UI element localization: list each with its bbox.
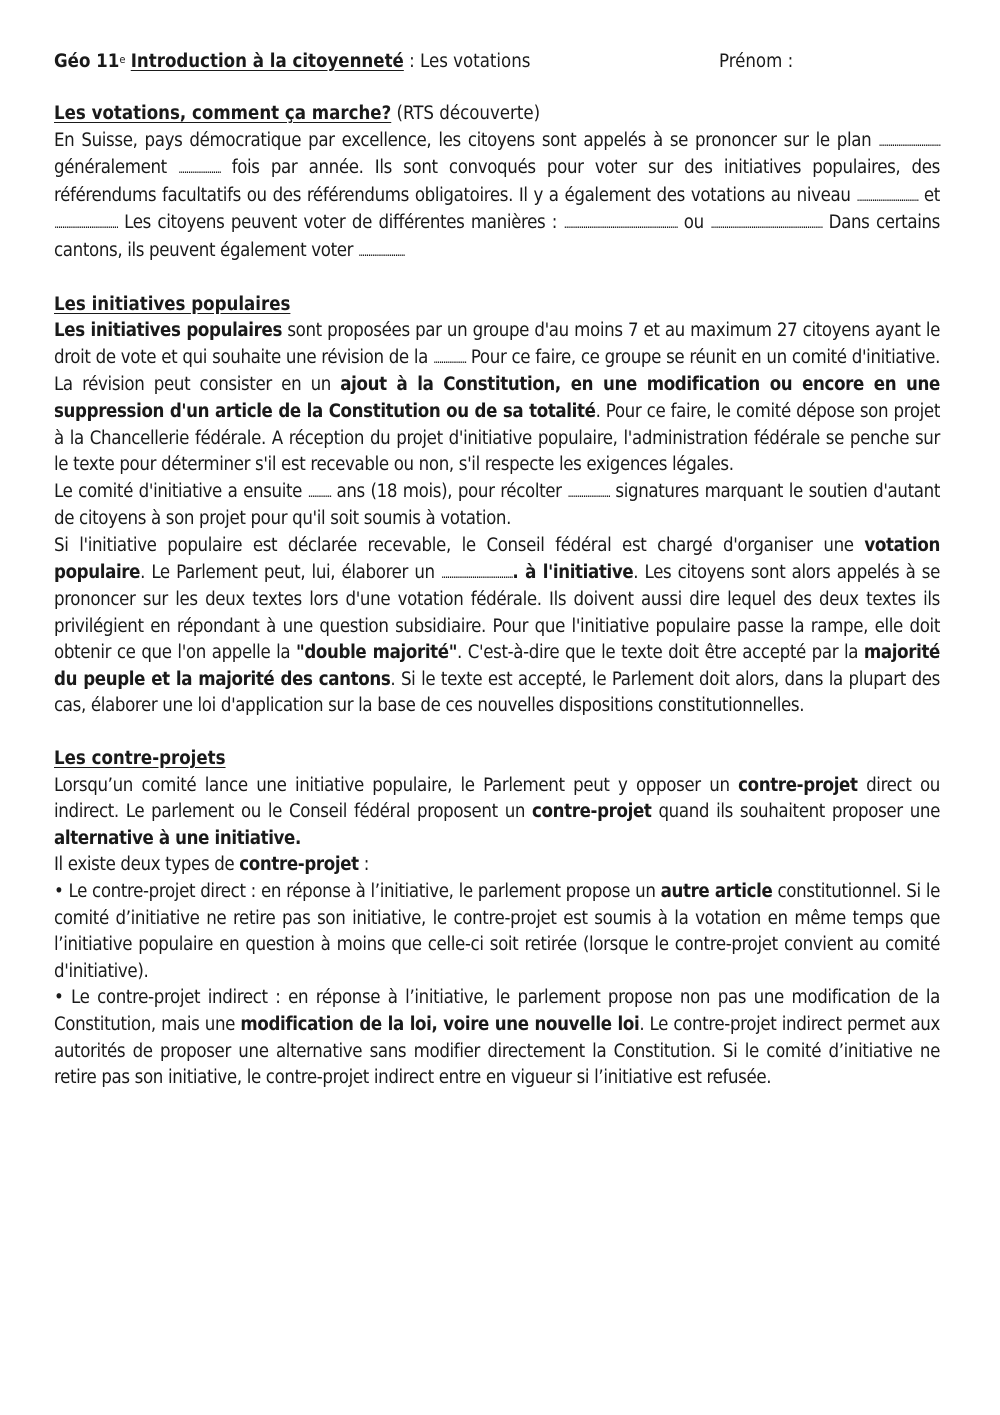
bold-text: contre-projet xyxy=(532,801,652,823)
document-title: Introduction à la citoyenneté xyxy=(130,51,404,72)
bold-text: ajout à la Constitution, en une modification ou encore en une suppression d'un article de la Constitution ou de sa totalité xyxy=(54,374,940,422)
section-initiatives-populaires xyxy=(54,292,940,721)
prenom-field-label: Prénom : xyxy=(719,51,794,72)
worksheet-page xyxy=(54,49,940,1092)
text: Lorsqu’un comité lance une initiative populaire, le Parlement peut y opposer un xyxy=(54,774,739,796)
paragraph xyxy=(54,318,940,479)
bold-text: modification de la loi, voire une nouvelle loi xyxy=(240,1014,640,1035)
fill-in-blank[interactable]: ...................... xyxy=(178,162,221,177)
paragraph xyxy=(54,852,940,879)
fill-in-blank[interactable]: ................................ xyxy=(878,134,940,149)
text: ou xyxy=(677,212,711,234)
section-contre-projets xyxy=(54,746,940,1092)
bold-text: Les initiatives populaires xyxy=(54,320,283,342)
text: Si l'initiative populaire est déclarée recevable, le Conseil fédéral est chargé d'organiser une xyxy=(54,534,865,556)
bold-text: contre-projet xyxy=(239,854,359,876)
text: direct ou indirect. Le parlement ou le Conseil fédéral proposent un xyxy=(54,774,941,823)
text: . Les citoyens sont alors appelés à se prononcer sur les deux textes lors d'une votation fédérale. Ils doivent aussi dire lequel des deux textes ils privilégient en répondant à une question subsidiaire. Pour que l'initiative populaire passe la rampe, elle doit obtenir ce que l'on appelle la xyxy=(54,561,940,664)
paragraph xyxy=(54,479,940,533)
text: En Suisse, pays démocratique par excellence, les citoyens sont appelés à se prononcer sur le plan xyxy=(54,129,879,151)
text: Dans certains cantons, ils peuvent également voter xyxy=(54,212,940,261)
text: constitutionnel. Si le comité d’initiative ne retire pas son initiative, le contre-projet est soumis à la votation en même temps que l’initiative populaire en question à moins que celle-ci soit retirée (lorsque le contre-projet convient au comité d'initiative). xyxy=(54,881,940,982)
section-votations xyxy=(54,101,940,266)
fill-in-blank[interactable]: ............ xyxy=(307,485,331,500)
title-separator: : xyxy=(403,51,421,72)
fill-in-blank[interactable]: ........................................................... xyxy=(563,217,678,232)
text: . Pour ce faire, le comité dépose son projet à la Chancellerie fédérale. A réception du projet d'initiative populaire, l'administration fédérale se penche sur le texte pour déterminer s'il est recevable ou non, s'il respecte les exigences légales. xyxy=(54,400,940,476)
text: quand ils souhaitent proposer une xyxy=(651,801,941,823)
bold-text: votation populaire xyxy=(54,534,940,583)
paragraph xyxy=(54,533,940,720)
section-title: Les contre-projets xyxy=(54,748,226,770)
bold-text: contre-projet xyxy=(738,774,858,796)
fill-in-blank[interactable]: ..................................... xyxy=(441,566,513,581)
paragraph xyxy=(54,985,940,1091)
text: . Le Parlement peut, lui, élaborer un xyxy=(140,561,441,583)
bold-text: alternative à une initiative. xyxy=(54,827,301,849)
text: . Si le texte est accepté, le Parlement doit alors, dans la plupart des cas, élaborer une loi d'application sur la base de ces nouvelles dispositions constitutionnelles. xyxy=(54,668,941,717)
section-title: Les initiatives populaires xyxy=(54,293,291,315)
text: signatures marquant le soutien d'autant de citoyens à son projet pour qu'il soit soumis à votation. xyxy=(54,480,940,530)
text: • Le contre-projet indirect : en réponse à l’initiative, le parlement propose non pas une modification de la Constitution, mais une xyxy=(54,987,940,1035)
text: généralement xyxy=(54,157,179,179)
paragraph xyxy=(54,128,940,266)
document-header xyxy=(54,49,940,75)
bold-text: autre article xyxy=(660,881,773,903)
paragraph xyxy=(54,879,940,985)
section-subtitle: (RTS découverte) xyxy=(391,103,541,124)
fill-in-blank[interactable]: ...................... xyxy=(567,485,610,500)
grade-superscript: e xyxy=(119,53,126,66)
text: fois par année. Ils sont convoqués pour voter sur des initiatives populaires, des référendums facultatifs ou des référendums obligatoires. Il y a également des votations au niveau xyxy=(54,157,940,206)
fill-in-blank[interactable]: ................. xyxy=(433,351,466,366)
section-body xyxy=(54,318,940,720)
bold-text: "double majorité" xyxy=(296,642,458,664)
fill-in-blank[interactable]: ................................. xyxy=(54,217,118,232)
section-body xyxy=(54,128,940,266)
text: : xyxy=(358,854,369,876)
subject-label: Géo 11 xyxy=(54,51,120,72)
text: . C'est-à-dire que le texte doit être accepté par la xyxy=(457,642,864,664)
section-title: Les votations, comment ça marche? xyxy=(54,103,392,124)
text: et xyxy=(918,184,940,206)
text: ans (18 mois), pour récolter xyxy=(330,480,568,502)
text: • Le contre-projet direct : en réponse à l’initiative, le parlement propose un xyxy=(54,881,661,903)
paragraph xyxy=(54,773,940,853)
text: sont proposées par un groupe d'au moins 7 et au maximum 27 citoyens ayant le droit de vote et qui souhaite une révision de la xyxy=(54,320,940,368)
text: Pour ce faire, ce groupe se réunit en un comité d'initiative. La révision peut consister en un xyxy=(54,346,941,396)
fill-in-blank[interactable]: ........................ xyxy=(358,244,405,259)
bold-text: . à l'initiative xyxy=(512,561,634,583)
text: Il existe deux types de xyxy=(54,854,240,876)
bold-text: majorité du peuple et la majorité des cantons xyxy=(54,642,940,690)
fill-in-blank[interactable]: .......................................................... xyxy=(710,217,823,232)
text: . Le contre-projet indirect permet aux autorités de proposer une alternative sans modifier directement la Constitution. Si le comité d’initiative ne retire pas son initiative, le contre-projet indirect entre en vigueur si l’initiative est refusée. xyxy=(54,1014,940,1089)
text: Le comité d'initiative a ensuite xyxy=(54,480,308,502)
document-topic: Les votations xyxy=(420,51,531,72)
fill-in-blank[interactable]: ................................ xyxy=(856,189,919,204)
section-body xyxy=(54,773,940,1092)
text: Les citoyens peuvent voter de différentes manières : xyxy=(117,212,564,234)
